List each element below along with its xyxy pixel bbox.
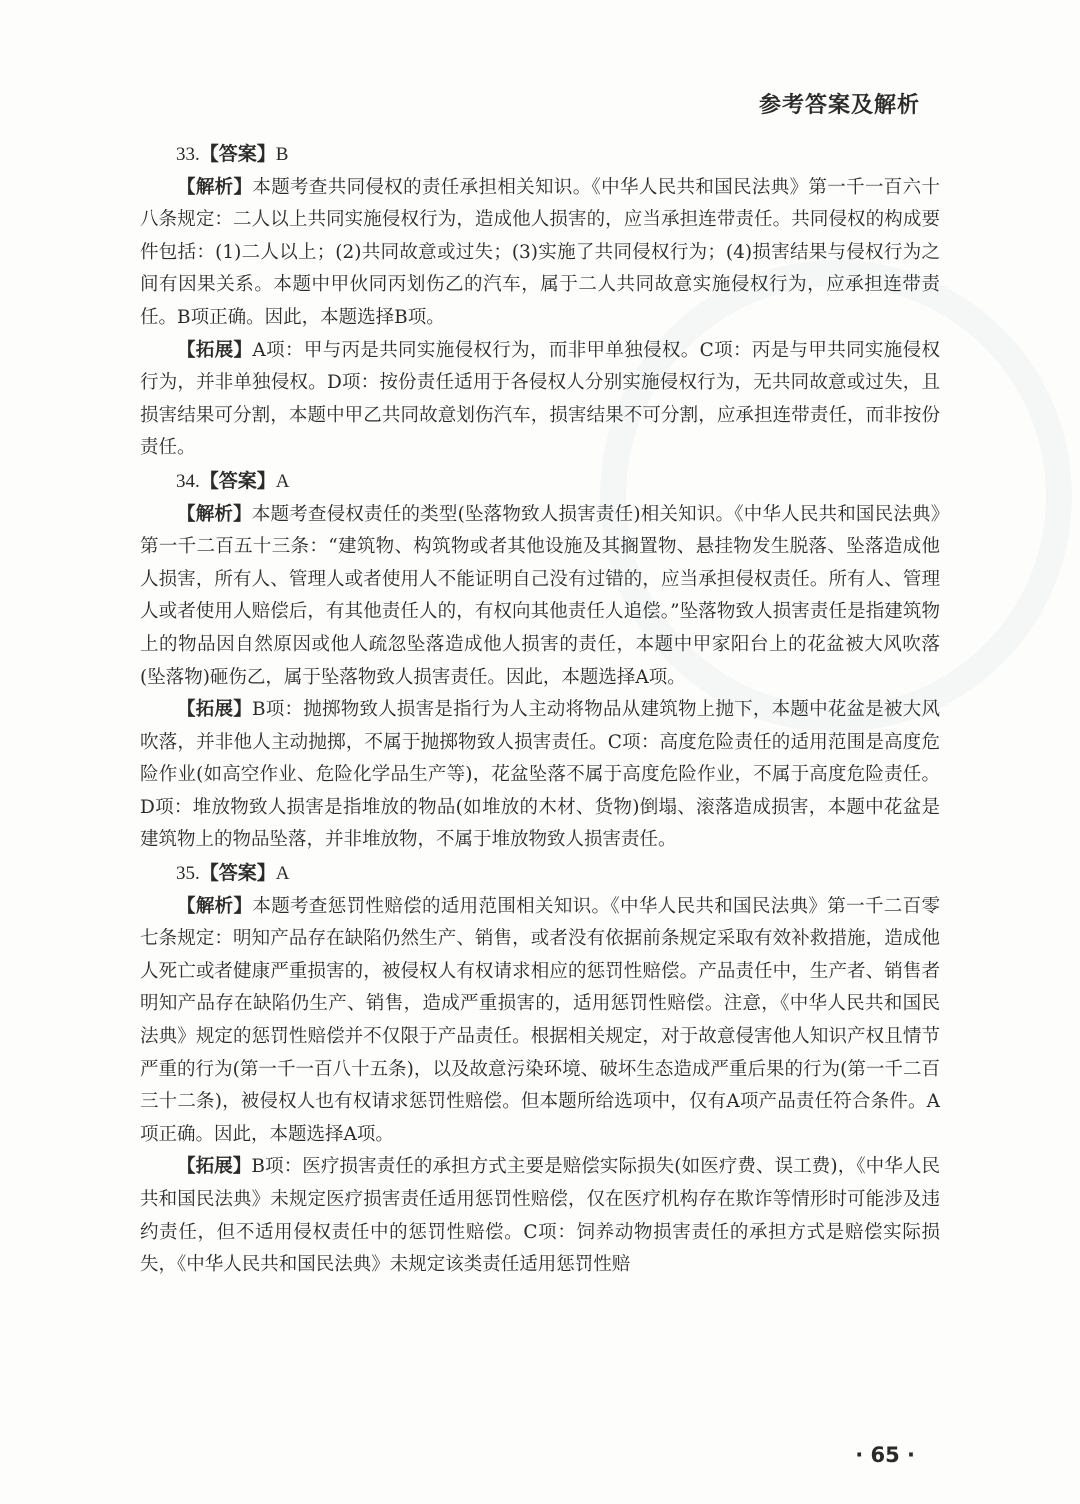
question-number: 33.	[176, 144, 200, 165]
answer-heading	[140, 465, 940, 499]
page-number: · 65 ·	[855, 1443, 915, 1467]
answer-heading	[140, 138, 940, 172]
analysis-paragraph	[140, 891, 940, 1152]
analysis-paragraph	[140, 172, 940, 335]
expand-tag: 【拓展】	[177, 339, 253, 361]
answer-letter: A	[275, 470, 290, 492]
analysis-paragraph	[140, 499, 940, 695]
answer-heading	[140, 857, 940, 891]
expand-text: B项：抛掷物致人损害是指行为人主动将物品从建筑物上抛下，本题中花盆是被大风吹落，并非他人主动抛掷，不属于抛掷物致人损害责任。C项：高度危险责任的适用范围是高度危险作业(如高空作业、危险化学品生产等)，花盆坠落不属于高度危险作业，不属于高度危险责任。D项：堆放物致人损害是指堆放的物品(如堆放的木材、货物)倒塌、滚落造成损害，本题中花盆是建筑物上的物品坠落，并非堆放物，不属于堆放物致人损害责任。	[140, 699, 940, 851]
analysis-text: 本题考查侵权责任的类型(坠落物致人损害责任)相关知识。《中华人民共和国民法典》第一千二百五十三条：“建筑物、构筑物或者其他设施及其搁置物、悬挂物发生脱落、坠落造成他人损害，所有人、管理人或者使用人不能证明自己没有过错的，应当承担侵权责任。所有人、管理人或者使用人赔偿后，有其他责任人的，有权向其他责任人追偿。”坠落物致人损害责任是指建筑物上的物品因自然原因或他人疏忽坠落造成他人损害的责任，本题中甲家阳台上的花盆被大风吹落(坠落物)砸伤乙，属于坠落物致人损害责任。因此，本题选择A项。	[140, 503, 940, 688]
expand-tag: 【拓展】	[177, 699, 252, 721]
expand-paragraph	[140, 335, 940, 465]
analysis-tag: 【解析】	[177, 176, 253, 198]
answer-tag: 【答案】	[199, 143, 276, 165]
expand-text: A项：甲与丙是共同实施侵权行为，而非甲单独侵权。C项：丙是与甲共同实施侵权行为，并非单独侵权。D项：按份责任适用于各侵权人分别实施侵权行为，无共同故意或过失，且损害结果可分割，本题中甲乙共同故意划伤汽车，损害结果不可分割，应承担连带责任，而非按份责任。	[140, 339, 940, 459]
page-body	[140, 138, 940, 1282]
expand-paragraph	[140, 694, 940, 857]
analysis-text: 本题考查惩罚性赔偿的适用范围相关知识。《中华人民共和国民法典》第一千二百零七条规定：明知产品存在缺陷仍然生产、销售，或者没有依据前条规定采取有效补救措施，造成他人死亡或者健康严重损害的，被侵权人有权请求相应的惩罚性赔偿。产品责任中，生产者、销售者明知产品存在缺陷仍生产、销售，造成严重损害的，适用惩罚性赔偿。注意，《中华人民共和国民法典》规定的惩罚性赔偿并不仅限于产品责任。根据相关规定，对于故意侵害他人知识产权且情节严重的行为(第一千一百八十五条)，以及故意污染环境、破坏生态造成严重后果的行为(第一千二百三十二条)，被侵权人也有权请求惩罚性赔偿。但本题所给选项中，仅有A项产品责任符合条件。A项正确。因此，本题选择A项。	[140, 895, 940, 1145]
running-header: 参考答案及解析	[758, 93, 920, 118]
analysis-tag: 【解析】	[177, 503, 252, 525]
expand-text: B项：医疗损害责任的承担方式主要是赔偿实际损失(如医疗费、误工费)，《中华人民共和国民法典》未规定医疗损害责任适用惩罚性赔偿，仅在医疗机构存在欺诈等情形时可能涉及违约责任，但不适用侵权责任中的惩罚性赔偿。C项：饲养动物损害责任的承担方式是赔偿实际损失，《中华人民共和国民法典》未规定该类责任适用惩罚性赔	[140, 1156, 940, 1276]
answer-letter: B	[275, 144, 289, 165]
analysis-tag: 【解析】	[177, 895, 253, 917]
expand-tag: 【拓展】	[177, 1156, 252, 1178]
analysis-text: 本题考查共同侵权的责任承担相关知识。《中华人民共和国民法典》第一千一百六十八条规定：二人以上共同实施侵权行为，造成他人损害的，应当承担连带责任。共同侵权的构成要件包括：(1)二人以上；(2)共同故意或过失；(3)实施了共同侵权行为；(4)损害结果与侵权行为之间有因果关系。本题中甲伙同丙划伤乙的汽车，属于二人共同故意实施侵权行为，应承担连带责任。B项正确。因此，本题选择B项。	[140, 176, 940, 328]
answer-tag: 【答案】	[199, 862, 276, 885]
answer-tag: 【答案】	[199, 469, 276, 492]
answer-letter: A	[275, 863, 290, 885]
expand-paragraph	[140, 1151, 940, 1281]
question-number: 35.	[176, 863, 200, 885]
question-number: 34.	[176, 470, 200, 492]
